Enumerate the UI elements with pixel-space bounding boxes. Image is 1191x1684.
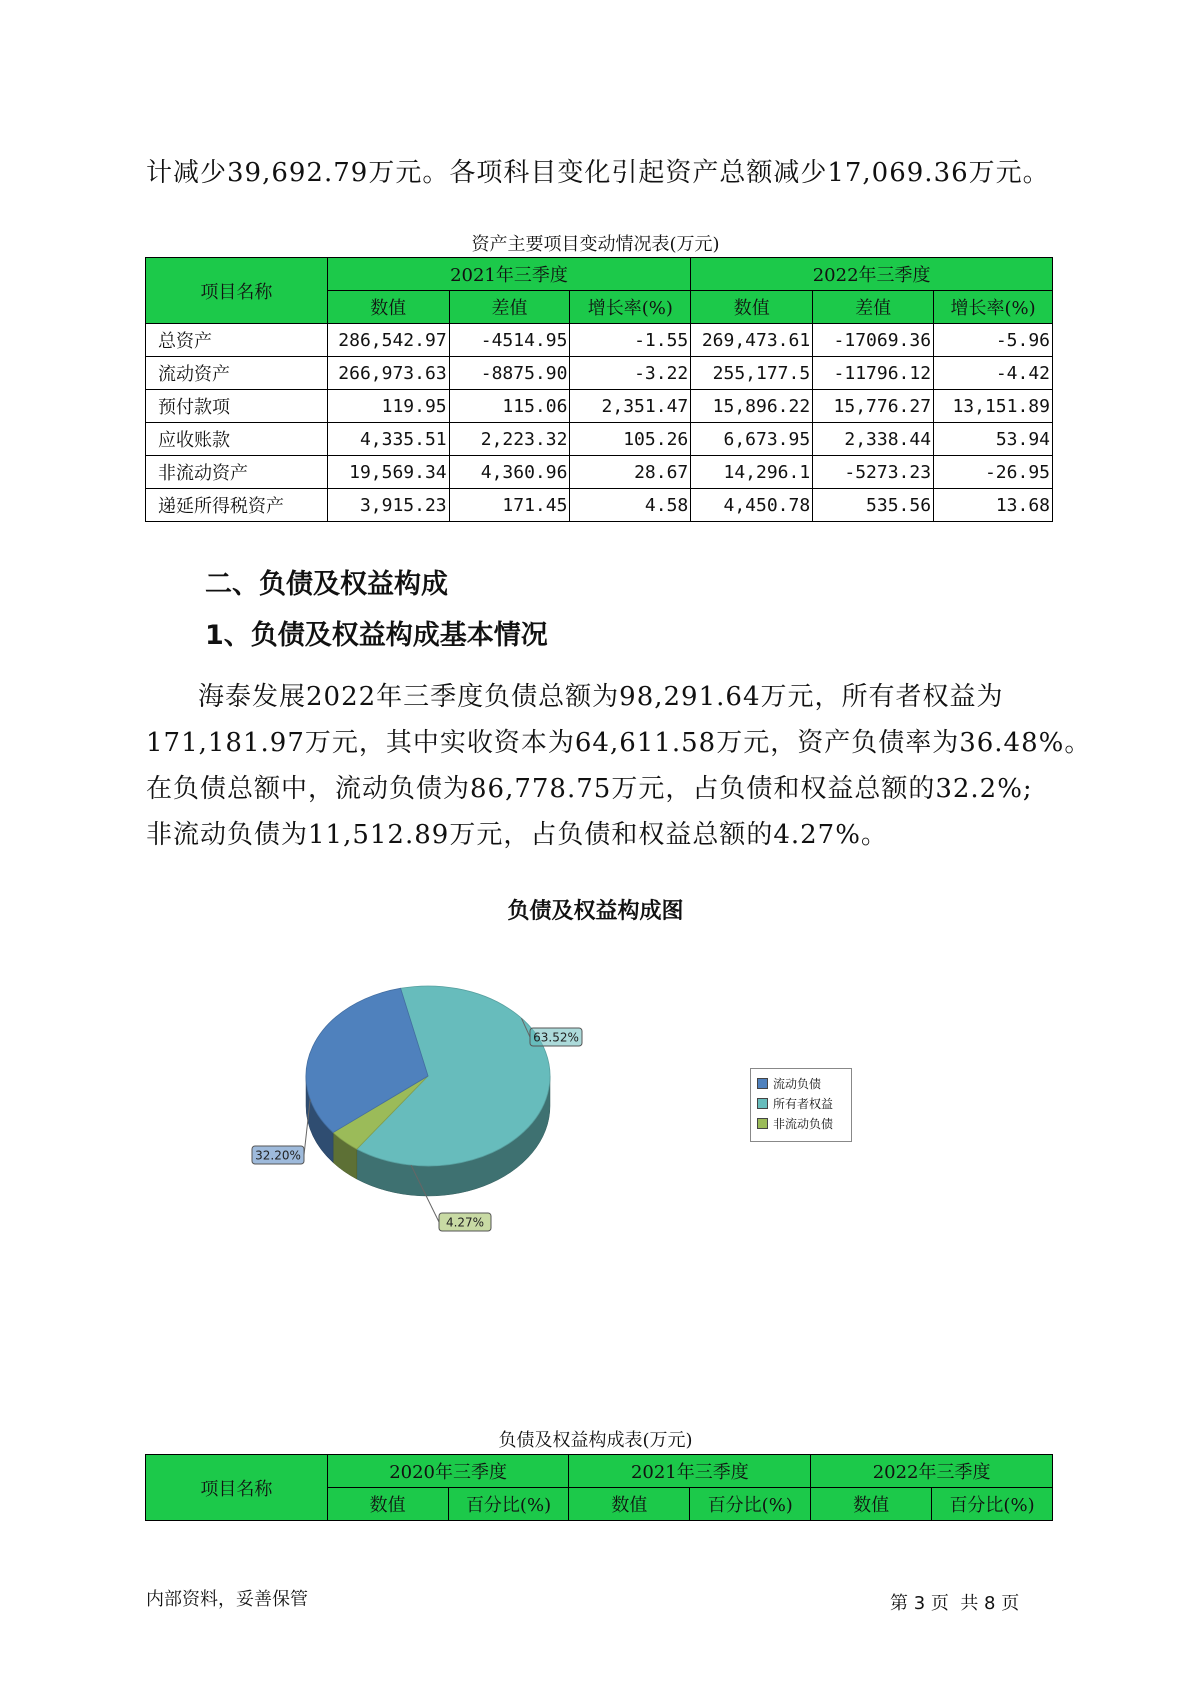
- cell: 105.26: [570, 423, 691, 456]
- cell: 6,673.95: [691, 423, 813, 456]
- cell: -1.55: [570, 324, 691, 357]
- header-period: 2022年三季度: [811, 1455, 1053, 1488]
- cell: 3,915.23: [327, 489, 449, 522]
- legend-label: 非流动负债: [773, 1116, 834, 1131]
- cell: -4514.95: [449, 324, 570, 357]
- cell: 15,776.27: [813, 390, 934, 423]
- cell: 2,338.44: [813, 423, 934, 456]
- legend-item: [757, 1113, 845, 1133]
- cell: -17069.36: [813, 324, 934, 357]
- cell: 15,896.22: [691, 390, 813, 423]
- header-period: 2021年三季度: [569, 1455, 811, 1488]
- header-period-2022: 2022年三季度: [691, 258, 1053, 291]
- section-heading: 二、负债及权益构成: [205, 569, 448, 600]
- subheader-value: 数值: [327, 291, 449, 324]
- footer-page-number: 第 3 页 共 8 页: [890, 1593, 1020, 1614]
- cell: 28.67: [570, 456, 691, 489]
- cell: 13,151.89: [934, 390, 1053, 423]
- asset-table-caption: 资产主要项目变动情况表(万元): [471, 234, 720, 255]
- subheader-growth: 增长率(%): [570, 291, 691, 324]
- row-name: 非流动资产: [146, 456, 328, 489]
- legend-label: 所有者权益: [773, 1096, 834, 1111]
- cell: 535.56: [813, 489, 934, 522]
- subheader-value: 数值: [569, 1488, 690, 1521]
- legend-item: [757, 1073, 845, 1093]
- legend-label: 流动负债: [773, 1076, 822, 1091]
- subheader-growth: 增长率(%): [934, 291, 1053, 324]
- cell: 269,473.61: [691, 324, 813, 357]
- row-name: 应收账款: [146, 423, 328, 456]
- data-label: 32.20%: [255, 1148, 301, 1163]
- cell: -5.96: [934, 324, 1053, 357]
- legend-swatch: [757, 1118, 768, 1129]
- cell: 266,973.63: [327, 357, 449, 390]
- subsection-heading: 1、负债及权益构成基本情况: [205, 620, 548, 651]
- cell: 4,335.51: [327, 423, 449, 456]
- data-label: 4.27%: [445, 1215, 485, 1230]
- header-item-name: 项目名称: [146, 258, 328, 324]
- liab-table-caption: 负债及权益构成表(万元): [498, 1430, 693, 1451]
- header-period: 2020年三季度: [327, 1455, 569, 1488]
- cell: -11796.12: [813, 357, 934, 390]
- subheader-value: 数值: [327, 1488, 448, 1521]
- subheader-value: 数值: [811, 1488, 932, 1521]
- cell: 115.06: [449, 390, 570, 423]
- paragraph-line: 171,181.97万元，其中实收资本为64,611.58万元，资产负债率为36.48%。: [146, 728, 1092, 758]
- row-name: 总资产: [146, 324, 328, 357]
- cell: 171.45: [449, 489, 570, 522]
- header-item-name: 项目名称: [146, 1455, 328, 1521]
- paragraph-line: 非流动负债为11,512.89万元，占负债和权益总额的4.27%。: [146, 820, 888, 850]
- row-name: 流动资产: [146, 357, 328, 390]
- data-label: 63.52%: [533, 1030, 579, 1045]
- cell: 13.68: [934, 489, 1053, 522]
- legend-swatch: [757, 1098, 768, 1109]
- paragraph-line: 在负债总额中，流动负债为86,778.75万元，占负债和权益总额的32.2%;: [146, 774, 1033, 804]
- cell: 286,542.97: [327, 324, 449, 357]
- subheader-diff: 差值: [813, 291, 934, 324]
- chart-legend: [750, 1068, 852, 1142]
- cell: 2,351.47: [570, 390, 691, 423]
- row-name: 递延所得税资产: [146, 489, 328, 522]
- cell: 2,223.32: [449, 423, 570, 456]
- cell: 4,450.78: [691, 489, 813, 522]
- cell: -5273.23: [813, 456, 934, 489]
- subheader-diff: 差值: [449, 291, 570, 324]
- cell: -4.42: [934, 357, 1053, 390]
- subheader-percent: 百分比(%): [690, 1488, 811, 1521]
- row-name: 预付款项: [146, 390, 328, 423]
- cell: -3.22: [570, 357, 691, 390]
- cell: 53.94: [934, 423, 1053, 456]
- liab-table: [145, 1454, 1053, 1521]
- legend-swatch: [757, 1078, 768, 1089]
- intro-text: 计减少39,692.79万元。各项科目变化引起资产总额减少17,069.36万元。: [146, 158, 1050, 188]
- chart-title: 负债及权益构成图: [507, 899, 684, 924]
- cell: 119.95: [327, 390, 449, 423]
- cell: 19,569.34: [327, 456, 449, 489]
- subheader-percent: 百分比(%): [932, 1488, 1053, 1521]
- footer-confidential: 内部资料，妥善保管: [146, 1589, 308, 1610]
- subheader-value: 数值: [691, 291, 813, 324]
- cell: 4,360.96: [449, 456, 570, 489]
- subheader-percent: 百分比(%): [448, 1488, 569, 1521]
- cell: 14,296.1: [691, 456, 813, 489]
- header-period-2021: 2021年三季度: [327, 258, 691, 291]
- legend-item: [757, 1093, 845, 1113]
- cell: 255,177.5: [691, 357, 813, 390]
- cell: -8875.90: [449, 357, 570, 390]
- cell: -26.95: [934, 456, 1053, 489]
- cell: 4.58: [570, 489, 691, 522]
- paragraph-line: 海泰发展2022年三季度负债总额为98,291.64万元，所有者权益为: [198, 682, 1004, 712]
